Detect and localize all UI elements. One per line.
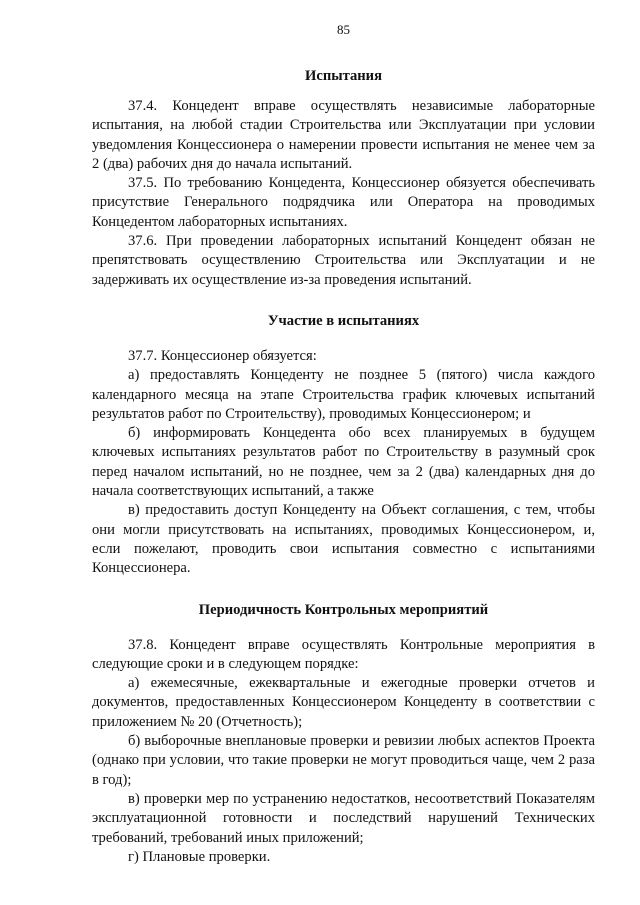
clause-37-7-a: а) предоставлять Концеденту не позднее 5 (пятого) числа каждого календарного месяца на этапе Строительства график ключевых испытаний результатов работ по Строительству), проводимых Концессионером; и: [92, 367, 595, 422]
section-heading-participation: Участие в испытаниях: [267, 312, 420, 329]
clause-37-8-v: в) проверки мер по устранению недостатков, несоответствий Показателям эксплуатационной готовности и последствий нарушений Технических требований, требований иных приложений;: [92, 790, 595, 846]
clause-37-6: 37.6. При проведении лабораторных испытаний Концедент обязан не препятствовать осуществлению Строительства или Эксплуатации и не задерживать их осуществление из-за проведения испытаний.: [92, 233, 595, 288]
document-page: [92, 0, 595, 867]
clause-37-4: 37.4. Концедент вправе осуществлять независимые лабораторные испытания, на любой стадии Строительства или Эксплуатации при условии уведомления Концессионера о намерении провести испытания не менее чем за 2 (два) рабочих дня до начала испытаний.: [92, 98, 595, 172]
section-body-tests: [92, 97, 595, 290]
clause-37-5: 37.5. По требованию Концедента, Концессионер обязуется обеспечивать присутствие Генерального подрядчика или Оператора на проводимых Концедентом лабораторных испытаниях.: [92, 175, 595, 230]
section-body-periodicity: [92, 636, 595, 868]
section-heading-periodicity: Периодичность Контрольных мероприятий: [198, 601, 489, 618]
clause-37-8-a: а) ежемесячные, ежеквартальные и ежегодные проверки отчетов и документов, предоставленных Концессионером Концеденту в соответствии с приложением № 20 (Отчетность);: [92, 675, 595, 730]
clause-37-8: 37.8. Концедент вправе осуществлять Контрольные мероприятия в следующие сроки и в следующем порядке:: [92, 636, 595, 672]
clause-37-7: 37.7. Концессионер обязуется:: [128, 347, 317, 364]
section-body-participation: [92, 347, 595, 579]
clause-37-7-v: в) предоставить доступ Концеденту на Объект соглашения, с тем, чтобы они могли присутствовать на испытаниях, проводимых Концессионером, и, если пожелают, проводить свои испытания совместно с испытаниями Концессионера.: [92, 502, 595, 577]
clause-37-7-b: б) информировать Концедента обо всех планируемых в будущем ключевых испытаниях результатов работ по Строительству в разумный срок перед началом испытаний, но не позднее, чем за 2 (два) календарных дня до начала соответствующих испытаний, а также: [92, 425, 595, 500]
section-heading-tests: Испытания: [305, 68, 382, 84]
clause-37-8-g: г) Плановые проверки.: [128, 848, 271, 865]
clause-37-8-b: б) выборочные внеплановые проверки и ревизии любых аспектов Проекта (однако при условии, что такие проверки не могут проводиться чаще, чем 2 раза в год);: [92, 733, 595, 788]
page-number: 85: [337, 22, 350, 37]
